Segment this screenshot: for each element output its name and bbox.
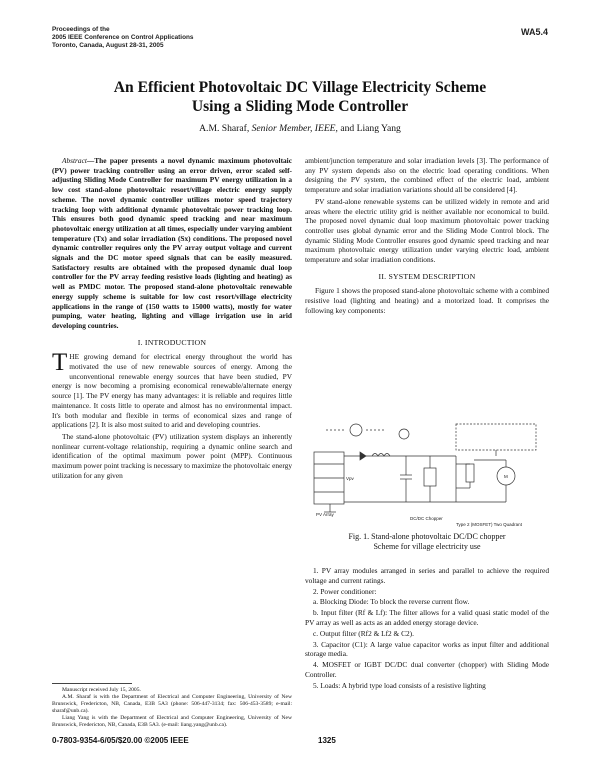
list-item: a. Blocking Diode: To block the reverse current flow. bbox=[313, 597, 470, 607]
conference-header bbox=[52, 26, 193, 51]
list-item: 1. PV array modules arranged in series and parallel to achieve the required voltage and current ratings. bbox=[305, 566, 549, 585]
footnote-received: Manuscript received July 15, 2005. bbox=[62, 687, 141, 693]
author-sharaf: A.M. Sharaf, bbox=[199, 123, 250, 134]
footnote-sharaf: A.M. Sharaf is with the Department of Electrical and Computer Engineering, University of New Brunswick, Fredericton, NB, Canada, E3B 5A3 (phone: 506-447-3134; fax: 506-453-3589; e-mail: sharaf@unb.ca). bbox=[52, 694, 292, 715]
footnotes bbox=[52, 687, 292, 730]
mosfet-switch bbox=[424, 468, 436, 486]
title-line-2: Using a Sliding Mode Controller bbox=[191, 98, 409, 115]
section-heading-introduction: I. INTRODUCTION bbox=[137, 337, 207, 347]
abstract-lead: Abstract bbox=[62, 156, 87, 165]
footnote-divider bbox=[52, 683, 132, 684]
right-paragraph-3: Figure 1 shows the proposed stand-alone photovoltaic scheme with a combined resistive load (lighting and heating) and a motorized load. It comprises the following key components: bbox=[305, 286, 549, 315]
right-paragraph-2: PV stand-alone renewable systems can be utilized widely in remote and arid areas where the electric utility grid is neither available nor economical to build. The proposed novel dynamic dual loop maximum photovoltaic power tracking controller uses global dynamic error and the Sliding Mode Control block. The dynamic Sliding Mode Controller ensures good dynamic speed tracking and near maximum photovoltaic energy utilization under varying electric load, ambient temperature and solar irradiation conditions. bbox=[305, 196, 549, 265]
session-code: WA5.4 bbox=[520, 27, 548, 37]
conference-line-1: Proceedings of the bbox=[52, 26, 110, 33]
resistive-load bbox=[466, 464, 474, 482]
conference-line-3: Toronto, Canada, August 28-31, 2005 bbox=[52, 42, 164, 50]
right-column bbox=[305, 156, 549, 318]
list-item: 3. Capacitor (C1): A large value capacitor works as input filter and additional storage media. bbox=[305, 639, 549, 659]
left-column bbox=[52, 156, 292, 483]
list-item: 2. Power conditioner: bbox=[313, 586, 377, 596]
footnote-yang: Liang Yang is with the Department of Electrical and Computer Engineering, University of New Brunswick, Fredericton, NB, Canada, E3B 5A3. (e-mail: liang.yang@unb.ca). bbox=[52, 715, 292, 729]
motor-label: M bbox=[504, 474, 508, 479]
list-item: 4. MOSFET or IGBT DC/DC dual converter (chopper) with Sliding Mode Controller. bbox=[305, 660, 549, 679]
figure-caption bbox=[305, 532, 549, 552]
author-yang: and Liang Yang bbox=[340, 123, 401, 134]
chopper-type-note: Type 2 (MOSFET) Two Quadrant bbox=[456, 522, 522, 527]
temperature-icon bbox=[399, 429, 409, 439]
abstract-text: —The paper presents a novel dynamic maximum photovoltaic (PV) power tracking controller using an error driven, error scaled self-adjusting Sliding Mode Controller for maximum PV energy utilization in a low cost stand-alone photovoltaic resort/village electric energy supply scheme. The novel dynamic controller utilizes motor speed trajectory tracking loop with additional dynamic photovoltaic power tracking loop. This ensures both good dynamic speed tracking and near maximum photovoltaic energy utilization at all times, especially under varying ambient temperature (Tx) and solar irradiation (Sx) conditions. The proposed novel dynamic controller requires only the PV array output voltage and current signals and the DC motor speed signals that can be easily measured. Satisfactory results are obtained with the proposed dynamic dual loop controller for the PV array feeding resistive loads (lighting and heating) as well as PMDC motor. The proposed stand-alone photovoltaic renewable energy supply scheme is suitable for low cost resort/village electricity applications in the range of (150 watts to 15000 watts), mostly for water pumping, water heating, lighting and village irrigation use in arid developing countries. bbox=[52, 156, 292, 330]
component-list bbox=[305, 566, 549, 692]
list-item: b. Input filter (Rf & Lf): The filter allows for a valid quasi static model of the PV array as well as acts as an added energy storage device. bbox=[305, 608, 549, 627]
list-item: 5. Loads: A hybrid type load consists of a resistive lighting bbox=[313, 680, 486, 690]
author-role: Senior Member, IEEE, bbox=[251, 123, 338, 134]
intro-paragraph-2: The stand-alone photovoltaic (PV) utilization system displays an inherently nonlinear current-voltage relationship, requiring a dynamic online search and identification of the optimal maximum power point (MPP). Continuous maximum power point tracking is necessary to maximize the photovoltaic energy utilization for any given bbox=[52, 431, 292, 480]
blocking-diode bbox=[360, 452, 366, 460]
intro-paragraph-1-text: HE growing demand for electrical energy throughout the world has motivated the use of new renewable sources of energy. Among the unconventional renewable energy sources that have been studied, PV energy is now becoming a promising economical renewable/alternate energy source [1]. The PV energy has many advantages: it is reliable and requires little maintenance. It costs little to operate and almost has no environmental impact. It's both modular and flexible in terms of economical sizes and range of applications [2]. It is also most suited to arid and developing countries. bbox=[52, 352, 292, 430]
list-item: c. Output filter (Rf2 & Lf2 & C2). bbox=[313, 628, 414, 638]
paper-title bbox=[0, 78, 600, 116]
drop-cap: T bbox=[52, 349, 68, 377]
page-number: 1325 bbox=[318, 736, 336, 745]
controller-block bbox=[456, 424, 536, 450]
input-inductor bbox=[372, 454, 390, 457]
caption-line-2: Scheme for village electricity use bbox=[373, 542, 481, 551]
caption-line-1: Fig. 1. Stand-alone photovoltaic DC/DC chopper bbox=[348, 532, 506, 541]
isbn-footer: 0-7803-9354-6/05/$20.00 ©2005 IEEE bbox=[52, 736, 189, 745]
vpv-label: Vpv bbox=[346, 476, 354, 481]
sun-icon bbox=[350, 424, 362, 436]
intro-paragraph-1 bbox=[52, 349, 292, 430]
title-line-1: An Efficient Photovoltaic DC Village Electricity Scheme bbox=[113, 79, 487, 96]
chopper-label: DC/DC Chopper bbox=[410, 516, 443, 521]
abstract bbox=[52, 156, 292, 331]
pv-array-label: PV Array bbox=[316, 512, 334, 517]
section-heading-system: II. SYSTEM DESCRIPTION bbox=[378, 271, 476, 281]
right-paragraph-1: ambient/junction temperature and solar irradiation levels [3]. The performance of any PV system depends also on the electric load operating conditions. When designing the PV system, the combined effect of the electric load, ambient temperature and solar irradiation variations should all be considered [4]. bbox=[305, 156, 549, 195]
author-line bbox=[0, 123, 600, 134]
conference-line-2: 2005 IEEE Conference on Control Applications bbox=[52, 34, 194, 42]
figure-1-circuit-diagram bbox=[306, 420, 548, 528]
